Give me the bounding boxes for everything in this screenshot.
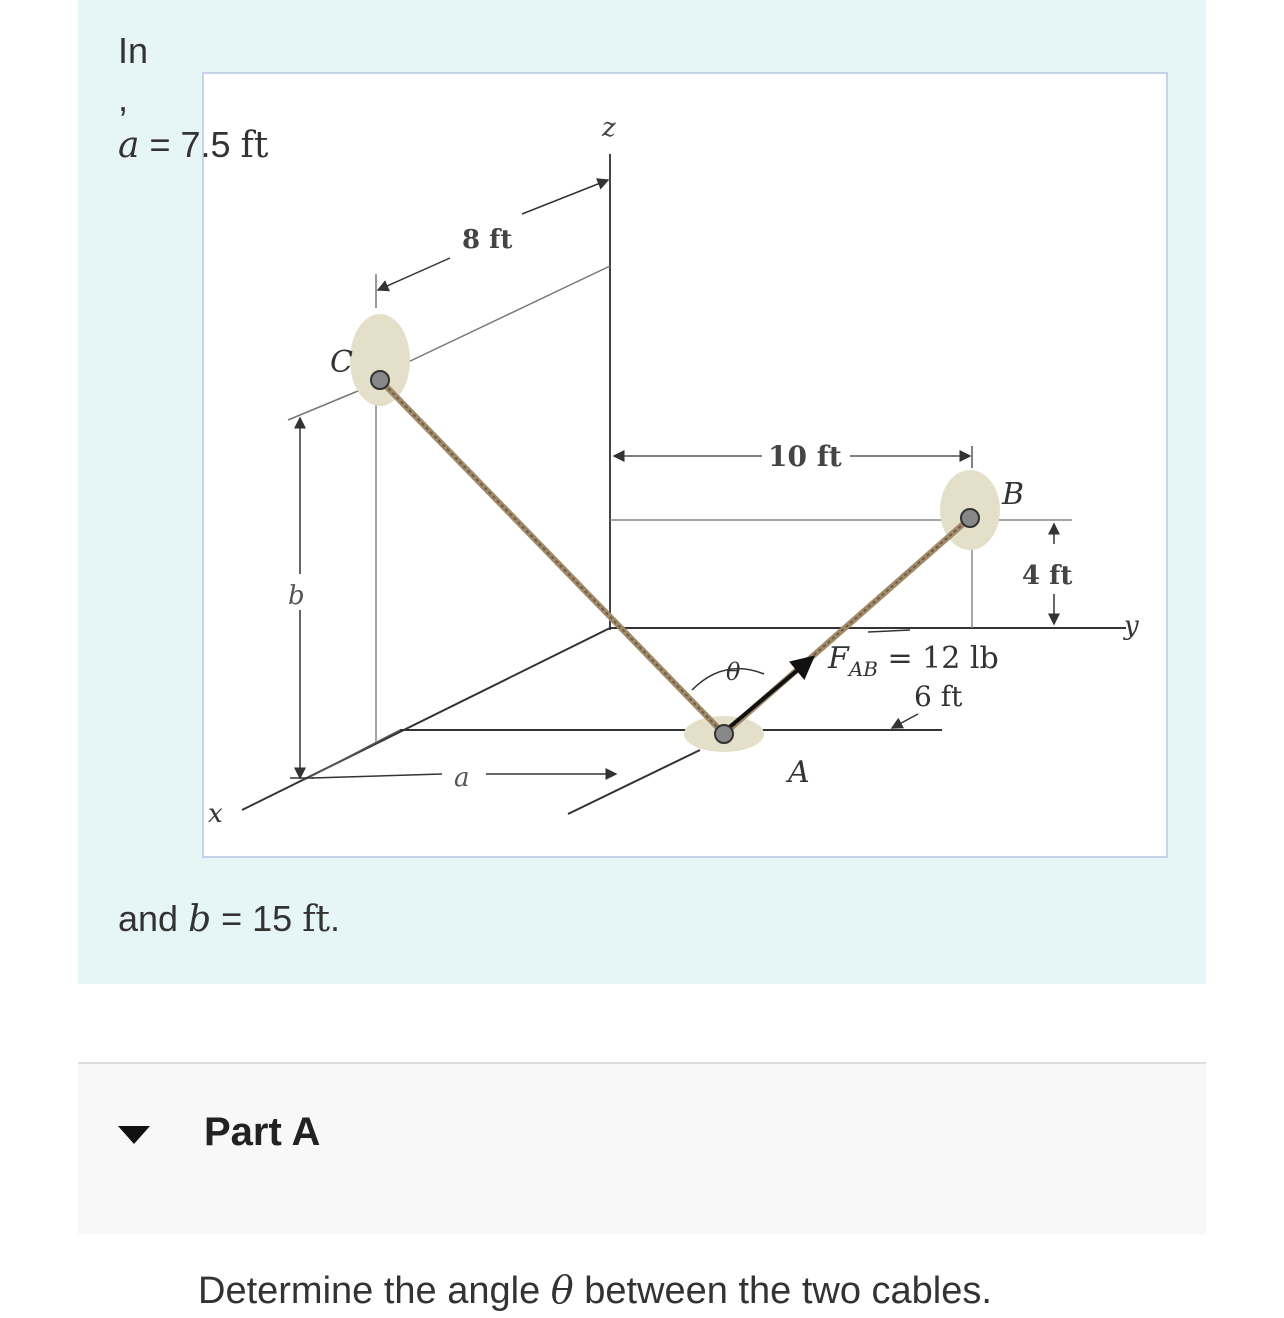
force-label bbox=[827, 641, 999, 681]
support-C bbox=[371, 371, 389, 389]
force-letter: F bbox=[828, 641, 849, 676]
ground-line-b bbox=[304, 730, 400, 780]
force-subscript: AB bbox=[848, 657, 878, 681]
figure-diagram bbox=[204, 74, 1166, 856]
dim-10ft: 10 ft bbox=[768, 440, 842, 473]
problem-intro-panel bbox=[78, 0, 1206, 984]
support-A bbox=[715, 725, 733, 743]
label-y: y bbox=[1124, 611, 1139, 641]
dim-4ft: 4 ft bbox=[1022, 561, 1073, 591]
b-unit: ft bbox=[302, 899, 330, 940]
x-axis bbox=[242, 628, 610, 810]
label-C: C bbox=[330, 345, 353, 380]
part-a-header[interactable] bbox=[78, 1064, 1206, 1234]
question-suffix: between the two cables. bbox=[573, 1270, 992, 1312]
question-theta: θ bbox=[550, 1268, 574, 1312]
given-a-value bbox=[118, 124, 268, 166]
intro-comma: , bbox=[118, 78, 129, 119]
b-prefix: and bbox=[118, 898, 189, 939]
support-C-shadow bbox=[350, 314, 410, 406]
label-b: b bbox=[288, 581, 305, 611]
support-B bbox=[961, 509, 979, 527]
intro-text-in: In bbox=[118, 30, 149, 71]
dim-8ft: 8 ft bbox=[462, 225, 513, 255]
dim-8ft-line-left bbox=[378, 258, 450, 290]
given-b-value bbox=[118, 898, 340, 940]
dim-8ft-line-right bbox=[522, 180, 608, 214]
problem-figure bbox=[202, 72, 1168, 858]
question-prefix: Determine the angle bbox=[198, 1270, 551, 1312]
question-text bbox=[198, 1268, 992, 1313]
b-extension-line bbox=[288, 386, 370, 420]
label-B: B bbox=[1002, 477, 1025, 512]
dim-6ft: 6 ft bbox=[914, 680, 963, 713]
dim-a-tick bbox=[568, 750, 700, 814]
dim-6ft-line-lower bbox=[892, 714, 918, 728]
a-unit: ft bbox=[240, 125, 269, 166]
part-a-title: Part A bbox=[204, 1110, 321, 1154]
label-theta: θ bbox=[726, 658, 741, 686]
force-value: = 12 lb bbox=[877, 641, 999, 676]
b-suffix: . bbox=[330, 898, 341, 939]
b-equals: = 15 bbox=[211, 898, 303, 939]
dim-a-line-left bbox=[312, 774, 442, 778]
label-x: x bbox=[208, 799, 223, 829]
dim-8ft-ext-top bbox=[404, 266, 610, 364]
label-z: z bbox=[602, 113, 616, 143]
label-A: A bbox=[788, 755, 810, 790]
label-a: a bbox=[454, 763, 470, 793]
var-a: a bbox=[118, 125, 140, 166]
dim-6ft-line-upper bbox=[868, 630, 910, 632]
a-equals: = 7.5 bbox=[139, 124, 241, 165]
var-b: b bbox=[188, 899, 212, 940]
collapse-triangle-icon[interactable] bbox=[118, 1126, 150, 1144]
